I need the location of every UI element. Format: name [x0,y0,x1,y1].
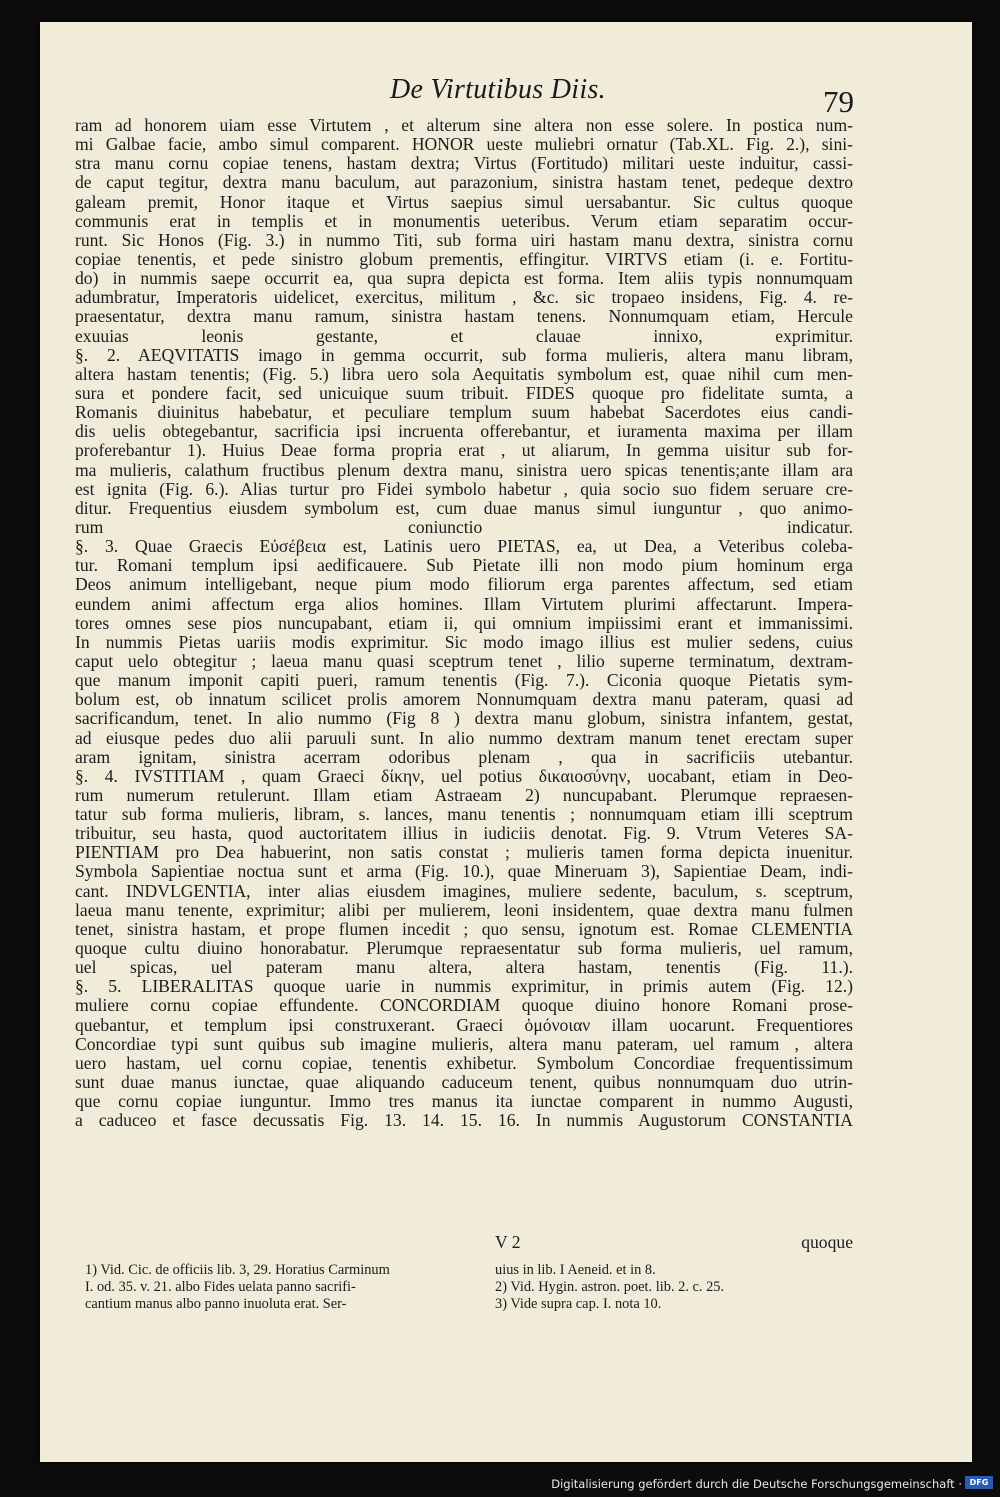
text-line: adumbratur, Imperatoris uidelicet, exercitus, militum , &c. sic tropaeo insidens, Fig. 4. re- [75,288,853,308]
text-line: sacrificandum, tenet. In alio nummo (Fig 8 ) dextra manu globum, sinistra infantem, gestat, [75,709,853,729]
text-line: tores omnes sese pios nuncupabant, etiam ii, qui omnium impiissimi erant et immanissimi. [75,613,853,633]
text-line: galeam premit, Honor itaque et Virtus saepius simul uersabantur. Sic cultus quoque [75,192,853,212]
text-line: sura et pondere facit, sed unicuique suum tribuit. FIDES quoque pro fidelitate sumta, a [75,383,853,403]
text-line: caput uelo obtegitur ; laeua manu quasi sceptrum tenet , lilio superne terminatum, dextram- [75,651,853,671]
text-line: praesentatur, dextra manu ramum, sinistra hastam tenens. Nonnumquam etiam, Hercule [75,307,853,327]
text-line: tur. Romani templum ipsi aedificauere. Sub Pietate illi non modo pium hominum erga [75,556,853,576]
text-line: Romanis diuinitus habebatur, et peculiare templum suum habebat Sacerdotes eius candi- [75,403,853,423]
text-line: In nummis Pietas uariis modis exprimitur. Sic modo imago illius est mulier sedens, cuius [75,632,853,652]
text-line: proferebantur 1). Huius Deae forma propria erat , ut aliarum, In gemma uisitur sub for- [75,441,853,461]
text-line: est ignita (Fig. 6.). Alias turtur pro Fidei symbolo habetur , quia socio suo fidem seruare cre- [75,479,853,499]
text-line: Symbola Sapientiae noctua sunt et arma (Fig. 10.), quae Mineruam 3), Sapientiae Deam, indi- [75,862,853,882]
running-title: De Virtutibus Diis. [390,74,606,105]
footnotes-right-column [495,1262,855,1313]
text-line: quoque cultu diuino honorabatur. Plerumque repraesentatur sub forma mulieris, uel ramum, [75,939,853,959]
book-page [40,22,972,1462]
text-line: uel spicas, uel pateram manu altera, altera hastam, tenentis (Fig. 11.). [75,958,853,978]
text-line: §. 5. LIBERALITAS quoque uarie in nummis exprimitur, in primis autem (Fig. 12.) [75,977,853,997]
text-line: tribuitur, seu hasta, quod auctoritatem illius in iudiciis denotat. Fig. 9. Vtrum Veteres SA- [75,824,853,844]
dfg-logo: DFG [965,1476,993,1489]
footer-text: Digitalisierung gefördert durch die Deutsche Forschungsgemeinschaft · [551,1477,962,1491]
text-line: a caduceo et fasce decussatis Fig. 13. 14. 15. 16. In nummis Augustorum CONSTANTIA [75,1111,853,1131]
text-line: ram ad honorem uiam esse Virtutem , et alterum sine altera non esse solere. In postica num- [75,116,853,135]
text-line: Deos animum intelligebant, neque pium modo filiorum erga parentes affectum, sed etiam [75,575,853,595]
text-line: tatur sub forma mulieris, libram, s. lances, manu tenentis ; nonnumquam etiam illi sceptrum [75,805,853,825]
body-text [75,116,853,1130]
signature-mark: V 2 [495,1232,521,1252]
text-line: ma mulieris, calathum fructibus plenum dextra manu, sinistra uero spicas tenentis;ante illam ara [75,460,853,480]
text-line: cant. INDVLGENTIA, inter alias eiusdem imagines, muliere sedente, baculum, s. sceptrum, [75,881,853,901]
footnote-line: 2) Vid. Hygin. astron. poet. lib. 2. c. 25. [495,1279,725,1295]
text-line: que manum imponit capiti pueri, ramum tenentis (Fig. 7.). Ciconia quoque Pietatis sym- [75,671,853,691]
catchword: quoque [801,1232,853,1252]
text-line: copiae tenentis, et pede sinistro globum prementis, effingitur. VIRTVS etiam (i. e. Fortitu- [75,249,853,269]
digitization-footer [0,1468,1000,1497]
text-line: laeua manu tenente, exprimitur; alibi per mulierem, leoni insidentem, quae dextra manu fulmen [75,900,853,920]
text-line: Concordiae typi sunt quibus sub imagine mulieris, altera manu pateram, uel ramum , altera [75,1034,853,1054]
text-line: rum numerum retulerunt. Illam etiam Astraeam 2) nuncupabant. Plerumque repraesen- [75,785,853,805]
text-line: runt. Sic Honos (Fig. 3.) in nummo Titi, sub forma uiri hastam manu dextra, sinistra cornu [75,230,853,250]
text-line: mi Galbae facie, ambo simul comparent. HONOR ueste muliebri ornatur (Tab.XL. Fig. 2.), sini- [75,135,853,155]
footnote-line: 1) Vid. Cic. de officiis lib. 3, 29. Horatius Carminum [85,1262,390,1278]
footnote-line: cantium manus albo panno inuoluta erat. Ser- [85,1296,347,1312]
text-line: altera hastam tenentis; (Fig. 5.) libra uero sola Aequitatis symbolum est, quae nihil cum men- [75,364,853,384]
text-line: PIENTIAM pro Dea habuerint, non satis constat ; mulieris tamen forma depicta inuenitur. [75,843,853,863]
text-line: muliere cornu copiae effundente. CONCORDIAM quoque diuino honore Romani prose- [75,996,853,1016]
text-line: §. 4. IVSTITIAM , quam Graeci δίκην, uel potius δικαιοσύνην, uocabant, etiam in Deo- [75,766,853,786]
text-line: eundem animi affectum erga alios homines. Illam Virtutem plurimi affectarunt. Impera- [75,594,853,614]
text-line: tenet, sinistra hastam, et prope flumen incedit ; quo sensu, ignotum est. Romae CLEMENTIA [75,919,853,939]
footnote-line: uius in lib. I Aeneid. et in 8. [495,1262,656,1278]
text-line: bolum est, ob innatum scilicet prolis amorem Nonnumquam dextra manu pateram, quasi ad [75,690,853,710]
text-line: §. 2. AEQVITATIS imago in gemma occurrit, sub forma mulieris, altera manu libram, [75,345,853,365]
footnotes-left-column [85,1262,445,1313]
text-line: uero hastam, uel cornu copiae, tenentis exhibetur. Symbolum Concordiae frequentissimum [75,1053,853,1073]
text-line: de caput tegitur, dextra manu baculum, aut parazonium, sinistra hastam tenet, pedeque dextro [75,173,853,193]
text-line: stra manu cornu copiae tenens, hastam dextra; Virtus (Fortitudo) militari ueste induitur, cassi- [75,154,853,174]
page-number: 79 [823,84,854,119]
text-line: aram ignitam, sinistra acerram odoribus plenam , qua in sacrificiis utebantur. [75,747,853,767]
text-line: communis erat in templis et in monumentis ueteribus. Verum etiam separatim occur- [75,211,853,231]
text-line: do) in nummis saepe occurrit ea, qua supra depicta est forma. Item aliis typis nonnumquam [75,269,853,289]
text-line: dis uelis obtegebantur, sacrificia ipsi incruenta offerebantur, et iuramenta maxima per illam [75,422,853,442]
text-line: quebantur, et templum ipsi construxerant. Graeci ὁμόνοιαν illam uocarunt. Frequentiores [75,1015,853,1035]
text-line: que cornu copiae iunguntur. Immo tres manus ita iunctae comparent in nummo Augusti, [75,1092,853,1112]
footnote-line: I. od. 35. v. 21. albo Fides uelata panno sacrifi- [85,1279,356,1295]
text-line: exuuias leonis gestante, et clauae innixo, exprimitur. [75,326,853,346]
text-line: sunt duae manus iunctae, quae aliquando caduceum tenent, quibus nonnumquam duo utrin- [75,1073,853,1093]
text-line: §. 3. Quae Graecis Εὐσέβεια est, Latinis uero PIETAS, ea, ut Dea, a Veteribus coleba- [75,537,853,557]
text-line: rum coniunctio indicatur. [75,517,853,537]
text-line: ad eiusque pedes duo alii paruuli sunt. In alio nummo dextram manum tenet erectam super [75,728,853,748]
footnote-line: 3) Vide supra cap. I. nota 10. [495,1296,662,1312]
text-line: ditur. Frequentius eiusdem symbolum est, cum duae manus simul iunguntur , quo animo- [75,498,853,518]
